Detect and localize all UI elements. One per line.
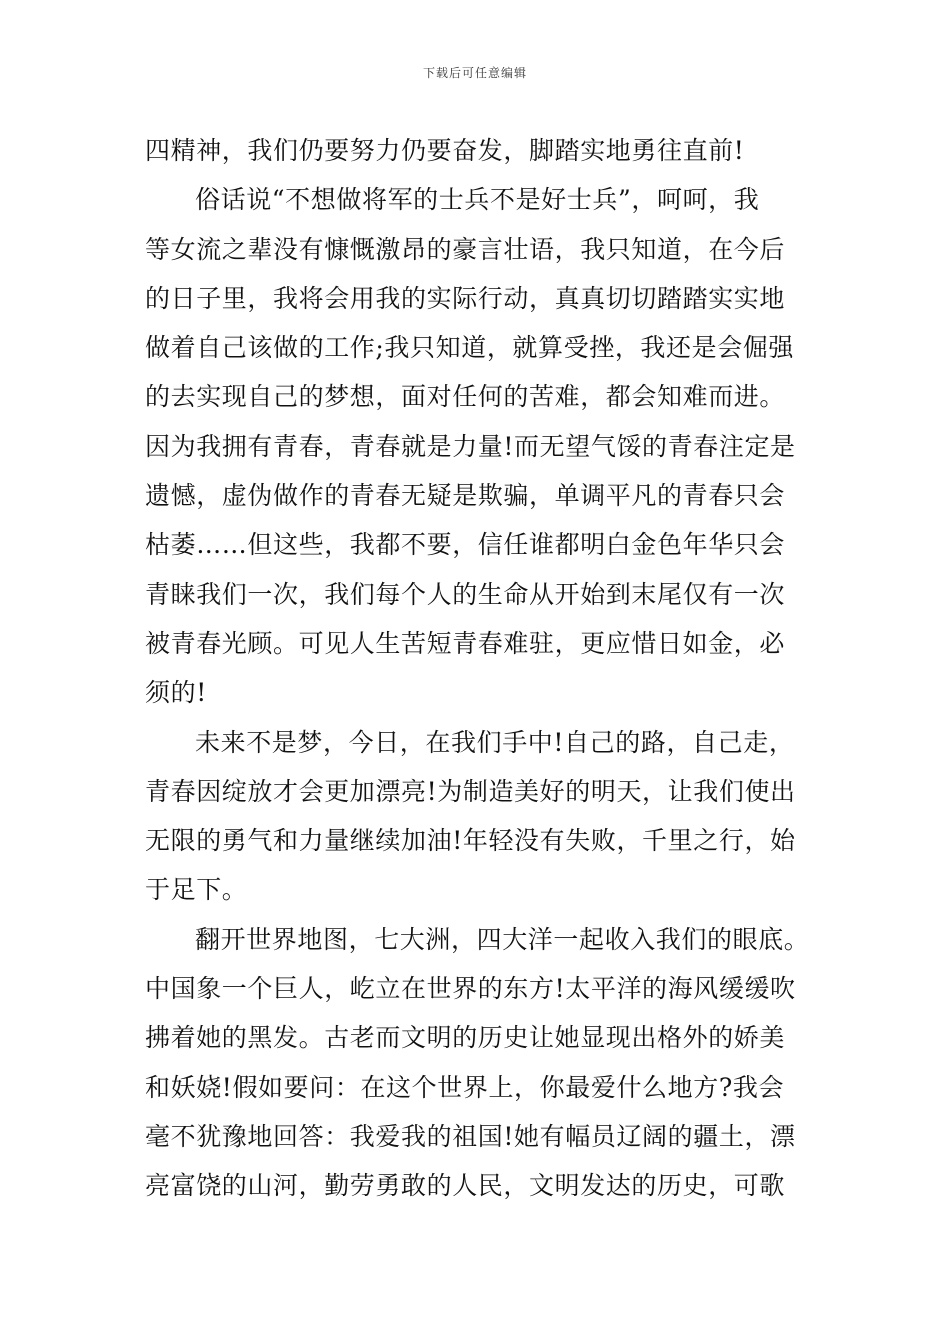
text-line: 未来不是梦，今日，在我们手中!自己的路，自己走， — [195, 727, 795, 757]
text-line: 遗憾，虚伪做作的青春无疑是欺骗，单调平凡的青春只会 — [145, 481, 786, 511]
text-line: 和妖娆!假如要问：在这个世界上，你最爱什么地方?我会 — [145, 1072, 785, 1102]
text-line: 须的! — [145, 678, 207, 708]
text-line: 四精神，我们仍要努力仍要奋发，脚踏实地勇往直前! — [145, 136, 745, 165]
text-line: 因为我拥有青春，青春就是力量!而无望气馁的青春注定是 — [145, 431, 796, 461]
text-line: 等女流之辈没有慷慨激昂的豪言壮语，我只知道，在今后 — [145, 234, 786, 264]
text-line: 拂着她的黑发。古老而文明的历史让她显现出格外的娇美 — [145, 1023, 786, 1053]
text-line: 的去实现自己的梦想，面对任何的苦难，都会知难而进。 — [145, 382, 786, 412]
text-line: 翻开世界地图，七大洲，四大洋一起收入我们的眼底。 — [195, 924, 810, 954]
text-line: 毫不犹豫地回答：我爱我的祖国!她有幅员辽阔的疆土，漂 — [145, 1121, 796, 1151]
text-line: 青睐我们一次，我们每个人的生命从开始到末尾仅有一次 — [145, 579, 786, 609]
text-line: 青春因绽放才会更加漂亮!为制造美好的明天，让我们使出 — [145, 776, 796, 806]
text-line: 中国象一个巨人，屹立在世界的东方!太平洋的海风缓缓吹 — [145, 974, 796, 1004]
text-line: 亮富饶的山河，勤劳勇敢的人民，文明发达的历史，可歌 — [145, 1171, 786, 1201]
text-line: 被青春光顾。可见人生苦短青春难驻，更应惜日如金，必 — [145, 628, 786, 658]
text-line: 俗话说“不想做将军的士兵不是好士兵”，呵呵，我 — [195, 185, 760, 215]
text-line: 做着自己该做的工作;我只知道，就算受挫，我还是会倔强 — [145, 333, 795, 363]
text-line: 的日子里，我将会用我的实际行动，真真切切踏踏实实地 — [145, 283, 786, 313]
page-header: 下载后可任意编辑 — [422, 66, 527, 80]
text-line: 枯萎……但这些，我都不要，信任谁都明白金色年华只会 — [145, 530, 786, 560]
text-line: 无限的勇气和力量继续加油!年轻没有失败，千里之行，始 — [145, 826, 796, 856]
text-line: 于足下。 — [145, 875, 248, 905]
body-text — [145, 126, 845, 1211]
